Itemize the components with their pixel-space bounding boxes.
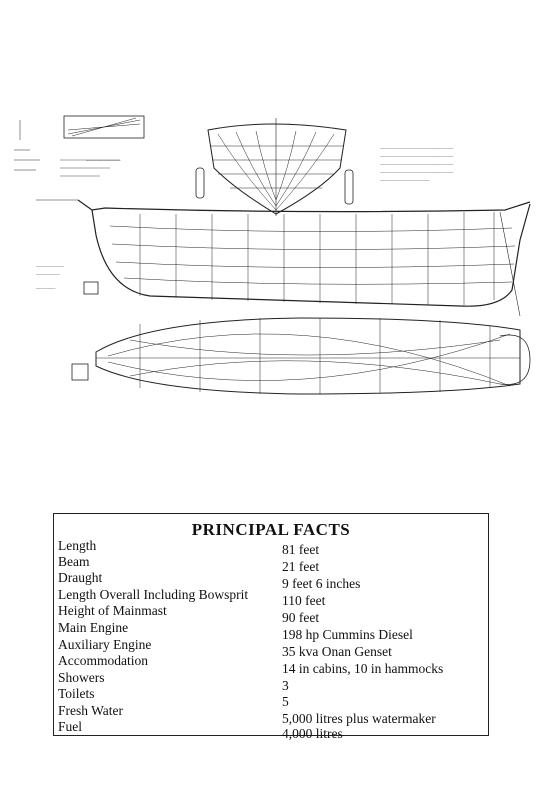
svg-text:~~~~~~~~~~~~~~~~~~~~~~~~~~~~~~: ~~~~~~~~~~~~~~~~~~~~~~~~~~~~~~~~~~ [380, 154, 454, 159]
fact-value-fuel: 4,000 litres [282, 726, 343, 741]
svg-text:~~~~~~~~~~~~~~~~: ~~~~~~~~~~~~~~~~ [86, 158, 121, 163]
fact-label-toilets: Toilets [58, 686, 95, 701]
svg-text:~~~~~~~~~~~~~~~~~~~~~~~~~~~~~~: ~~~~~~~~~~~~~~~~~~~~~~~~~~~~~~~~~~ [380, 146, 454, 151]
svg-text:~~~~~~~~~: ~~~~~~~~~ [36, 286, 56, 291]
fact-value-showers: 3 [282, 678, 289, 693]
fact-value-fresh-water: 5,000 litres plus watermaker [282, 711, 436, 726]
fact-label-draught: Draught [58, 570, 103, 585]
fact-label-mainmast: Height of Mainmast [58, 603, 167, 618]
fact-value-toilets: 5 [282, 694, 289, 709]
fact-value-beam: 21 feet [282, 559, 320, 574]
fact-label-beam: Beam [58, 554, 90, 569]
fact-value-draught: 9 feet 6 inches [282, 576, 361, 591]
fact-value-length: 81 feet [282, 542, 320, 557]
principal-facts-box [53, 513, 489, 741]
fact-label-accommodation: Accommodation [58, 653, 148, 668]
svg-text:~~~~~~~~~~~~~~~~~~~~~~~~~~~~~~: ~~~~~~~~~~~~~~~~~~~~~~~~~~~~~~~~~~ [380, 170, 454, 175]
svg-text:~~~~~~~~~~~~~~~~~~~~~~~: ~~~~~~~~~~~~~~~~~~~~~~~ [380, 178, 430, 183]
fact-label-fresh-water: Fresh Water [58, 703, 124, 718]
fact-label-length: Length [58, 538, 97, 553]
fact-label-showers: Showers [58, 670, 105, 685]
svg-text:~~~~~~~~~~~~~: ~~~~~~~~~~~~~ [36, 264, 65, 269]
fact-label-fuel: Fuel [58, 719, 83, 734]
fact-label-auxiliary-engine: Auxiliary Engine [58, 637, 152, 652]
svg-text:~~~~~~~~~~~: ~~~~~~~~~~~ [36, 272, 60, 277]
fact-label-main-engine: Main Engine [58, 620, 129, 635]
fact-value-accommodation: 14 in cabins, 10 in hammocks [282, 661, 444, 676]
fact-label-length-overall: Length Overall Including Bowsprit [58, 587, 249, 602]
svg-text:~~~~~~~~~~~~~~~~~~~~~~~~~~~~~~: ~~~~~~~~~~~~~~~~~~~~~~~~~~~~~~~~~~ [380, 162, 454, 167]
facts-title: PRINCIPAL FACTS [191, 520, 351, 539]
fact-value-main-engine: 198 hp Cummins Diesel [282, 627, 413, 642]
fact-value-length-overall: 110 feet [282, 593, 326, 608]
fact-value-mainmast: 90 feet [282, 610, 320, 625]
fact-value-auxiliary-engine: 35 kva Onan Genset [282, 644, 392, 659]
